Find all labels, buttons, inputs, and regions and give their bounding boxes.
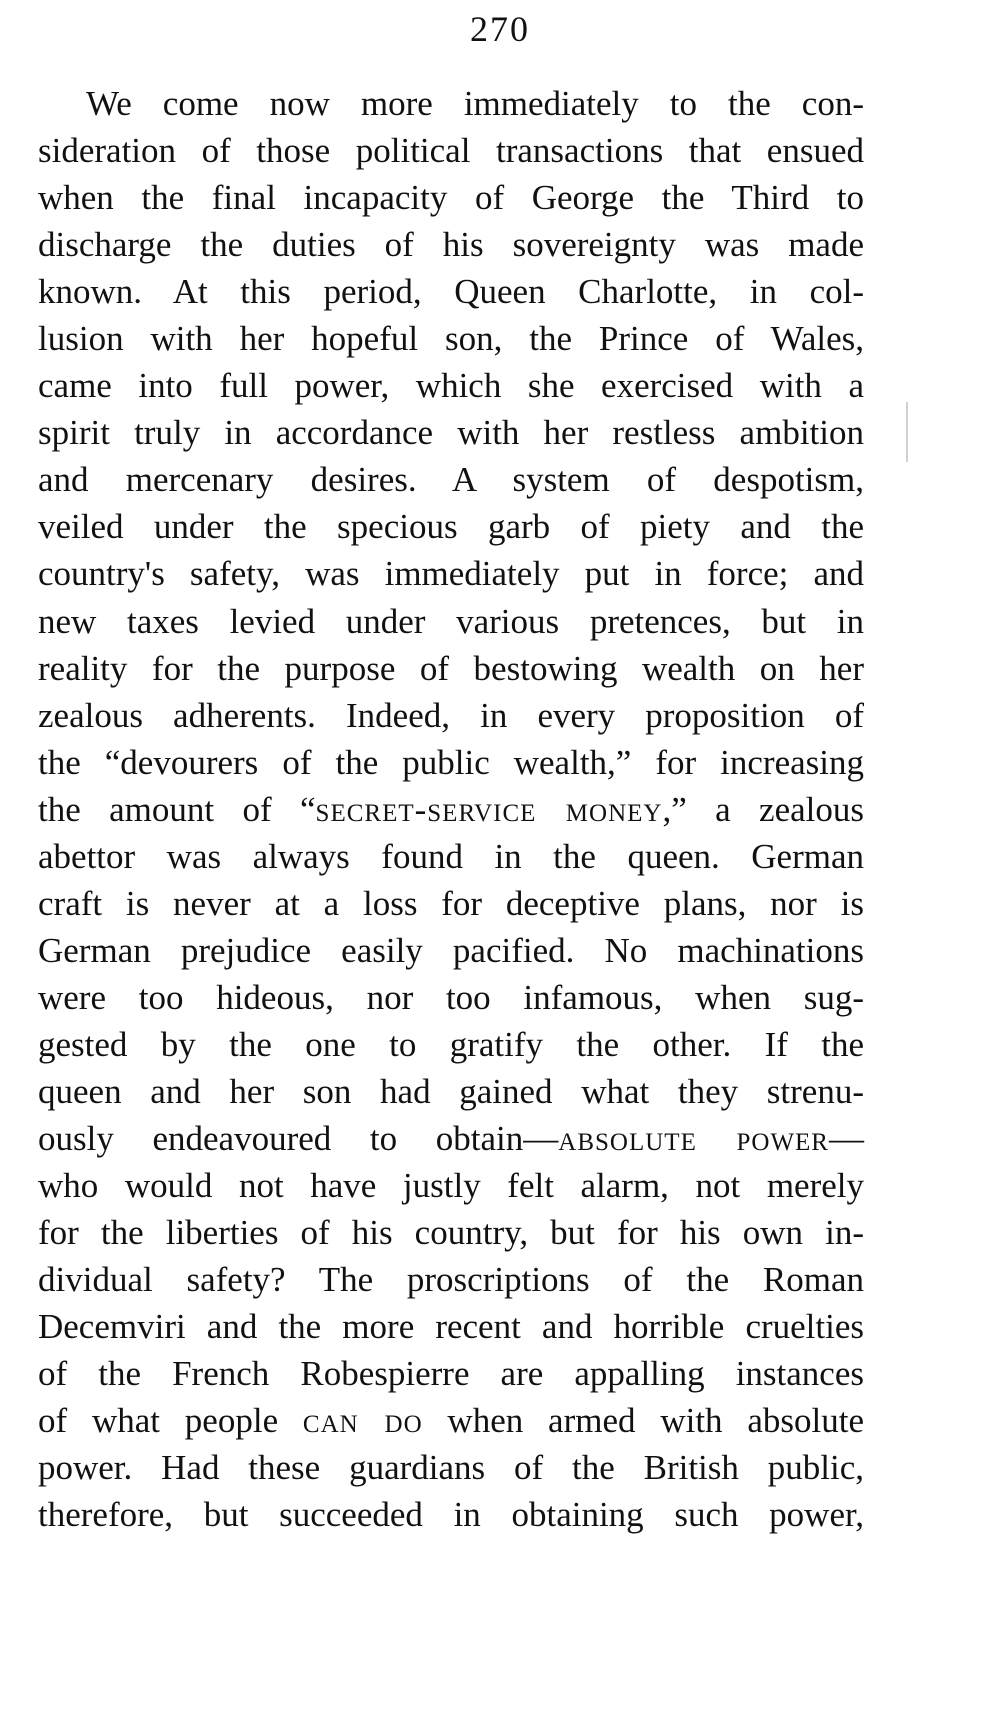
text-line: discharge the duties of his sovereignty was made (38, 225, 864, 265)
text-line: came into full power, which she exercised with a (38, 366, 864, 406)
text-line: reality for the purpose of bestowing wealth on her (38, 648, 864, 688)
text-line: craft is never at a loss for deceptive plans, nor is (38, 883, 864, 923)
text-line: when the final incapacity of George the Third to (38, 178, 864, 218)
text-segment: when armed with absolute (422, 1401, 864, 1441)
text-line: spirit truly in accordance with her restless ambition (38, 413, 864, 453)
text-line: dividual safety? The proscriptions of the Roman (38, 1260, 864, 1300)
text-line-mixed (38, 1397, 864, 1444)
text-line: sideration of those political transactions that ensued (38, 131, 864, 171)
body-text (38, 80, 864, 1538)
text-line: We come now more immediately to the con- (86, 84, 864, 123)
text-line: of the French Robespierre are appalling instances (38, 1354, 864, 1394)
text-line: gested by the one to gratify the other. If the (38, 1024, 864, 1064)
text-segment: the amount of “ (38, 789, 316, 829)
text-line: Decemviri and the more recent and horrible cruelties (38, 1307, 864, 1347)
text-line: therefore, but succeeded in obtaining such power, (38, 1495, 864, 1535)
small-caps-phrase: can do (302, 1401, 423, 1441)
text-line-mixed (38, 1115, 864, 1162)
text-line: new taxes levied under various pretences, but in (38, 601, 864, 641)
text-segment: — (828, 1119, 864, 1159)
text-line: lusion with her hopeful son, the Prince of Wales, (38, 319, 864, 359)
page-number: 270 (470, 9, 530, 49)
text-line-mixed (38, 786, 864, 833)
text-line: known. At this period, Queen Charlotte, in col- (38, 272, 864, 312)
text-line: German prejudice easily pacified. No machinations (38, 930, 864, 970)
text-line: and mercenary desires. A system of despotism, (38, 460, 864, 500)
text-line: were too hideous, nor too infamous, when sug- (38, 977, 864, 1017)
text-segment: of what people (38, 1401, 303, 1441)
text-line: for the liberties of his country, but for his own in- (38, 1213, 864, 1253)
text-line: country's safety, was immediately put in force; and (38, 554, 864, 594)
small-caps-phrase: absolute power (558, 1119, 829, 1159)
text-line: the “devourers of the public wealth,” for increasing (38, 742, 864, 782)
text-line: queen and her son had gained what they strenu- (38, 1071, 864, 1111)
text-line: zealous adherents. Indeed, in every proposition of (38, 695, 864, 735)
text-segment: ously endeavoured to obtain— (38, 1119, 559, 1159)
text-line: veiled under the specious garb of piety and the (38, 507, 864, 547)
text-line: abettor was always found in the queen. German (38, 836, 864, 876)
text-segment: ,” a zealous (662, 789, 864, 829)
text-line: power. Had these guardians of the British public, (38, 1448, 864, 1488)
text-line: who would not have justly felt alarm, not merely (38, 1166, 864, 1206)
small-caps-phrase: secret-service money (315, 789, 663, 829)
scan-edge-mark (906, 402, 908, 462)
